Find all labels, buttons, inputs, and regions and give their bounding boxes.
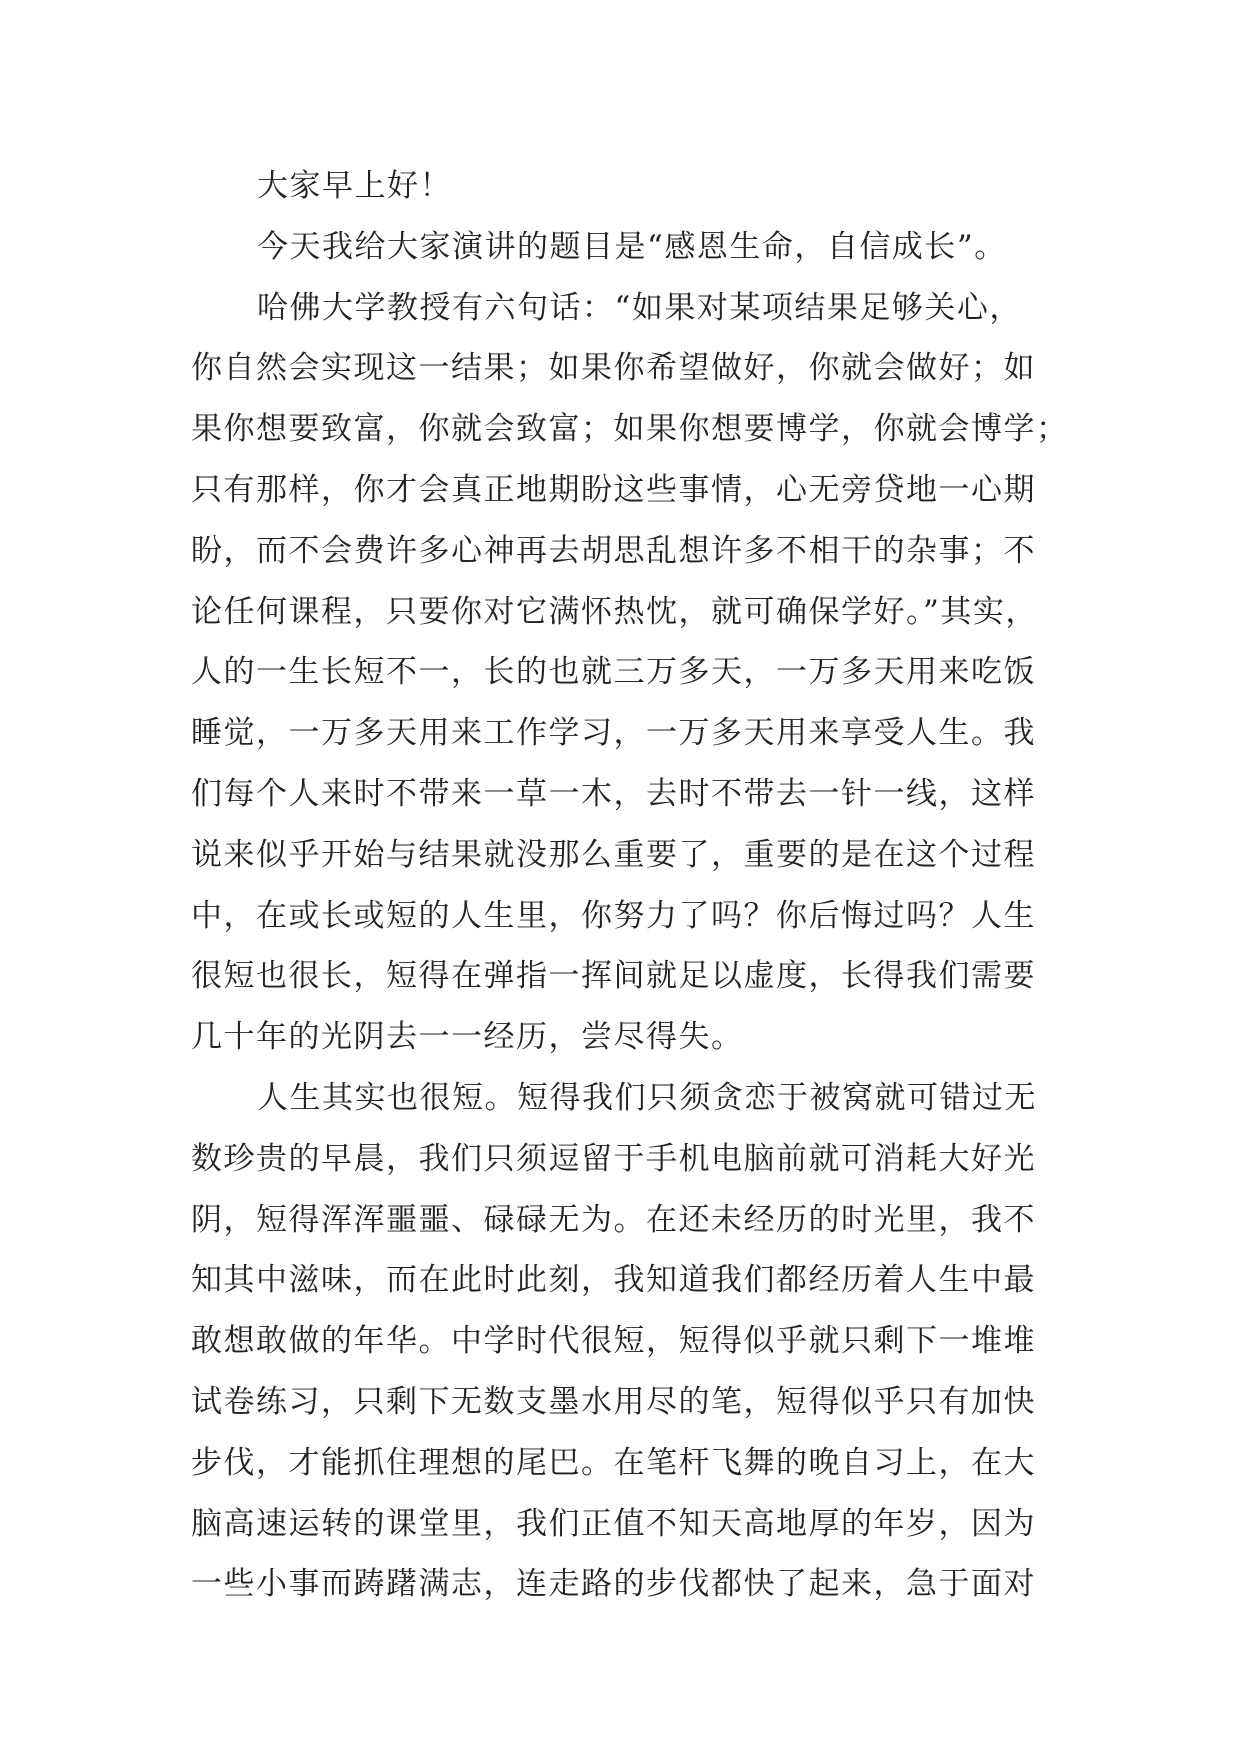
paragraph-line: 睡觉，一万多天用来工作学习，一万多天用来享受人生。我 [191,715,1036,752]
topic-line: 今天我给大家演讲的题目是“感恩生命，自信成长”。 [257,228,1007,265]
paragraph-line: 只有那样，你才会真正地期盼这些事情，心无旁贷地一心期 [191,471,1036,508]
speech-body [191,156,1069,1615]
paragraph-line: 哈佛大学教授有六句话：“如果对某项结果足够关心， [257,289,1022,326]
paragraph-line: 很短也很长，短得在弹指一挥间就足以虚度，长得我们需要 [191,958,1036,995]
paragraph-line: 人生其实也很短。短得我们只须贪恋于被窝就可错过无 [257,1079,1037,1116]
paragraph-line: 盼，而不会费许多心神再去胡思乱想许多不相干的杂事；不 [191,532,1036,569]
paragraph-line: 果你想要致富，你就会致富；如果你想要博学，你就会博学； [191,411,1069,448]
paragraph-line: 步伐，才能抓住理想的尾巴。在笔杆飞舞的晚自习上，在大 [191,1444,1036,1481]
paragraph-line: 一些小事而踌躇满志，连走路的步伐都快了起来，急于面对 [191,1566,1036,1603]
paragraph-line: 脑高速运转的课堂里，我们正值不知天高地厚的年岁，因为 [191,1505,1036,1542]
paragraph-line: 你自然会实现这一结果；如果你希望做好，你就会做好；如 [191,350,1036,387]
greeting-line: 大家早上好！ [257,168,452,204]
paragraph-line: 试卷练习，只剩下无数支墨水用尽的笔，短得似乎只有加快 [191,1383,1036,1420]
paragraph-line: 论任何课程，只要你对它满怀热忱，就可确保学好。”其实， [191,593,1038,630]
paragraph-line: 阴，短得浑浑噩噩、碌碌无为。在还未经历的时光里，我不 [191,1201,1036,1238]
paragraph-line: 中，在或长或短的人生里，你努力了吗？你后悔过吗？人生 [191,897,1036,934]
paragraph-line: 说来似乎开始与结果就没那么重要了，重要的是在这个过程 [191,836,1036,873]
paragraph-line: 人的一生长短不一，长的也就三万多天，一万多天用来吃饭 [191,654,1036,691]
paragraph-line: 们每个人来时不带来一草一木，去时不带去一针一线，这样 [191,775,1036,812]
paragraph-line: 知其中滋味，而在此时此刻，我知道我们都经历着人生中最 [191,1262,1036,1299]
paragraph-line: 几十年的光阴去一一经历，尝尽得失。 [191,1019,744,1056]
paragraph-line: 敢想敢做的年华。中学时代很短，短得似乎就只剩下一堆堆 [191,1323,1036,1360]
paragraph-line: 数珍贵的早晨，我们只须逗留于手机电脑前就可消耗大好光 [191,1140,1036,1177]
